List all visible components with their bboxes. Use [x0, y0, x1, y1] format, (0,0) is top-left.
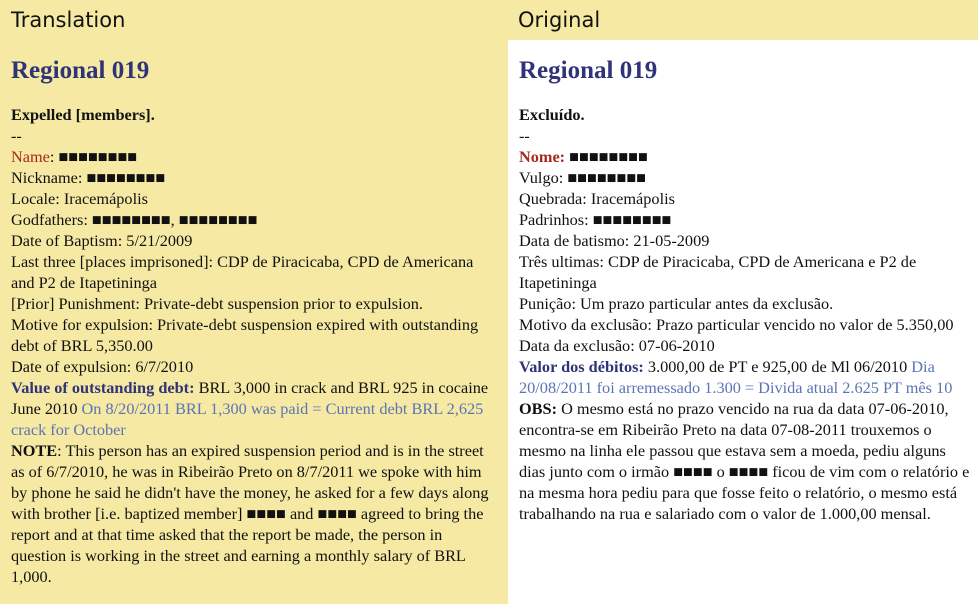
original-punishment: Punição: Um prazo particular antes da exclusão.	[519, 294, 834, 313]
translation-name-line	[11, 146, 498, 167]
translation-last-three: Last three [places imprisoned]: CDP de Piracicaba, CPD de Americana and P2 de Itapetininga	[11, 252, 474, 292]
original-note-text: O mesmo está no prazo vencido na rua da data 07-06-2010, encontra-se em Ribeirão Preto na data 07-08-2011 trouxemos o mesmo na linha ele passou que estava sem a moeda, pediu alguns dias junto com o irmão ■■■■ o ■■■■ ficou de vim com o relatório e na mesma hora pediu para que fosse feito o relatório, o mesmo está trabalhando na rua e salariado com o valor de 1.000,00 mensal.	[519, 399, 970, 523]
original-locale: Quebrada: Iracemápolis	[519, 189, 675, 208]
translation-note-text: : This person has an expired suspension period and is in the street as of 6/7/2010, he was in Ribeirão Preto on 8/7/2011 we spoke with him by phone he said he didn't have the money, he asked for a few days along with brother [i.e. baptized member] ■■■■ and ■■■■ agreed to bring the report and at that time asked that the report be made, the person in question is working in the street and earning a monthly salary of BRL 1,000.	[11, 441, 489, 586]
translation-title: Regional 019	[11, 57, 150, 84]
translation-expulsion-date: Date of expulsion: 6/7/2010	[11, 357, 194, 376]
original-motive: Motivo da exclusão: Prazo particular vencido no valor de 5.350,00	[519, 315, 954, 334]
translation-separator: --	[11, 126, 22, 145]
original-status: Excluído.	[519, 105, 585, 124]
original-expulsion-date: Data da exclusão: 07-06-2010	[519, 336, 715, 355]
original-panel	[508, 40, 978, 604]
original-debt-value: 3.000,00 de PT e 925,00 de Ml 06/2010	[643, 357, 912, 376]
translation-locale: Locale: Iracemápolis	[11, 189, 148, 208]
translation-name-value: : ■■■■■■■■	[49, 147, 138, 166]
translation-status: Expelled [members].	[11, 105, 155, 124]
translation-name-label: Name	[11, 147, 50, 166]
original-note-label: OBS:	[519, 399, 558, 418]
translation-note-label: NOTE	[11, 441, 58, 460]
original-name-label: Nome:	[519, 147, 566, 166]
original-debt-label: Valor dos débitos:	[519, 357, 644, 376]
original-godfathers: Padrinhos: ■■■■■■■■	[519, 210, 672, 229]
translation-debt-label: Value of outstanding debt:	[11, 378, 195, 397]
translation-motive: Motive for expulsion: Private-debt suspension expired with outstanding debt of BRL 5,350.00	[11, 315, 479, 355]
original-name-line	[519, 146, 970, 167]
translation-panel	[0, 40, 508, 604]
translation-nickname: Nickname: ■■■■■■■■	[11, 168, 166, 187]
original-note	[519, 398, 970, 524]
original-debt	[519, 356, 970, 398]
original-last-three: Três ultimas: CDP de Piracicaba, CPD de Americana e P2 de Itapetininga	[519, 252, 917, 292]
original-header: Original	[518, 8, 601, 32]
translation-godfathers: Godfathers: ■■■■■■■■, ■■■■■■■■	[11, 210, 258, 229]
translation-header: Translation	[11, 8, 126, 32]
translation-baptism-date: Date of Baptism: 5/21/2009	[11, 231, 193, 250]
translation-debt-note: On 8/20/2011 BRL 1,300 was paid = Current debt BRL 2,625 crack for October	[11, 399, 484, 439]
original-title: Regional 019	[519, 57, 658, 84]
translation-punishment: [Prior] Punishment: Private-debt suspension prior to expulsion.	[11, 294, 423, 313]
original-nickname: Vulgo: ■■■■■■■■	[519, 168, 646, 187]
original-debt-note: Dia 20/08/2011 foi arremessado 1.300 = Divida atual 2.625 PT mês 10	[519, 357, 953, 397]
translation-note	[11, 440, 498, 587]
original-name-value: ■■■■■■■■	[565, 147, 648, 166]
translation-debt-value: BRL 3,000 in crack and BRL 925 in cocaine June 2010	[11, 378, 489, 418]
translation-debt	[11, 377, 498, 440]
original-baptism-date: Data de batismo: 21-05-2009	[519, 231, 710, 250]
original-separator: --	[519, 126, 530, 145]
